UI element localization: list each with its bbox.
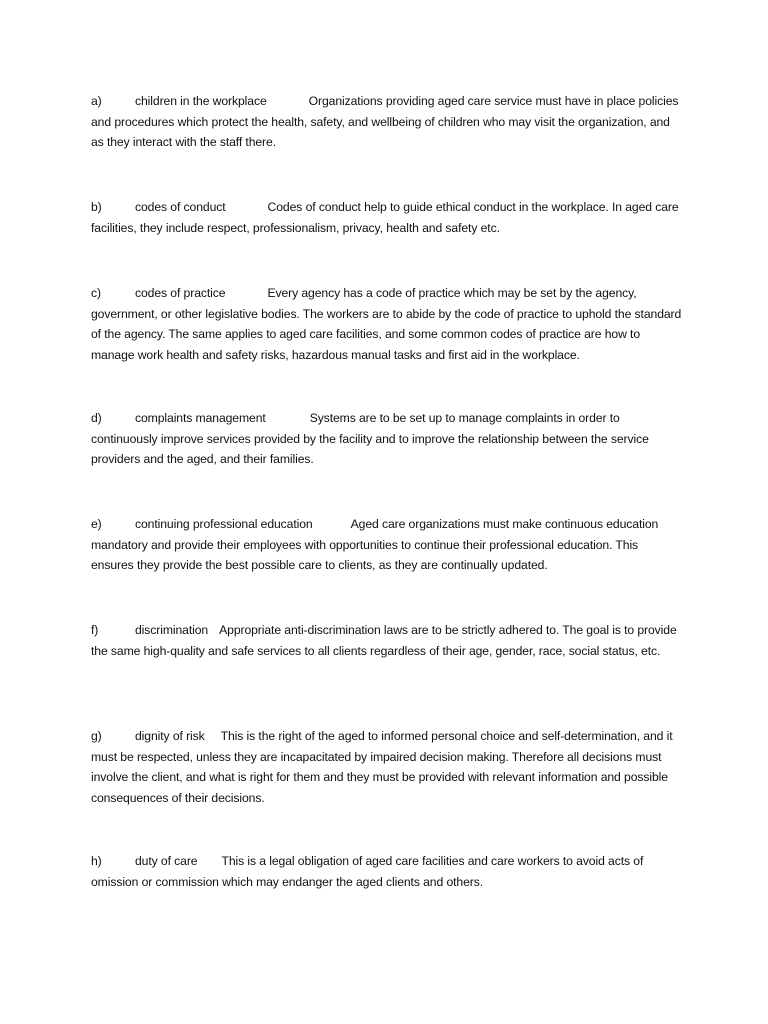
entry-letter: g): [91, 729, 102, 743]
entry-c: [91, 283, 683, 365]
entry-term: duty of care: [135, 854, 198, 868]
entry-f: [91, 620, 683, 661]
entry-d: [91, 408, 683, 470]
entry-text: Systems are to be set up to manage complaints in order to continuously improve services provided by the facility and to improve the relationship between the service providers and the aged, and their families.: [91, 411, 649, 466]
entry-term: continuing professional education: [135, 517, 313, 531]
entry-letter: f): [91, 623, 99, 637]
entry-text: Codes of conduct help to guide ethical conduct in the workplace. In aged care facilities, they include respect, professionalism, privacy, health and safety etc.: [91, 200, 679, 235]
entry-h: [91, 851, 683, 892]
entry-term: codes of conduct: [135, 200, 226, 214]
entry-letter: e): [91, 517, 102, 531]
entry-b: [91, 197, 683, 238]
entry-letter: h): [91, 854, 102, 868]
entry-text: This is the right of the aged to informed personal choice and self-determination, and it must be respected, unless they are incapacitated by impaired decision making. Therefore all decisions must involve the client, and what is right for them and they must be provided with relevant information and possible consequences of their decisions.: [91, 729, 673, 805]
entry-letter: a): [91, 94, 102, 108]
entry-text: This is a legal obligation of aged care facilities and care workers to avoid acts of omission or commission which may endanger the aged clients and others.: [91, 854, 644, 889]
entry-term: discrimination: [135, 623, 209, 637]
entry-text: Appropriate anti-discrimination laws are to be strictly adhered to. The goal is to provide the same high-quality and safe services to all clients regardless of their age, gender, race, social status, etc.: [91, 623, 677, 658]
entry-e: [91, 514, 683, 576]
entry-letter: d): [91, 411, 102, 425]
entry-g: [91, 726, 683, 808]
entry-letter: c): [91, 286, 101, 300]
entry-term: codes of practice: [135, 286, 226, 300]
entry-text: Aged care organizations must make continuous education mandatory and provide their employees with opportunities to continue their professional education. This ensures they provide the best possible care to clients, as they are continually updated.: [91, 517, 659, 572]
entry-term: complaints management: [135, 411, 266, 425]
entry-a: [91, 91, 683, 153]
entry-text: Organizations providing aged care service must have in place policies and procedures which protect the health, safety, and wellbeing of children who may visit the organization, and as they interact with the staff there.: [91, 94, 679, 149]
entry-term: children in the workplace: [135, 94, 267, 108]
entry-letter: b): [91, 200, 102, 214]
entry-text: Every agency has a code of practice which may be set by the agency, government, or other legislative bodies. The workers are to abide by the code of practice to uphold the standard of the agency. The same applies to aged care facilities, and some common codes of practice are how to manage work health and safety risks, hazardous manual tasks and first aid in the workplace.: [91, 286, 682, 362]
entry-term: dignity of risk: [135, 729, 205, 743]
